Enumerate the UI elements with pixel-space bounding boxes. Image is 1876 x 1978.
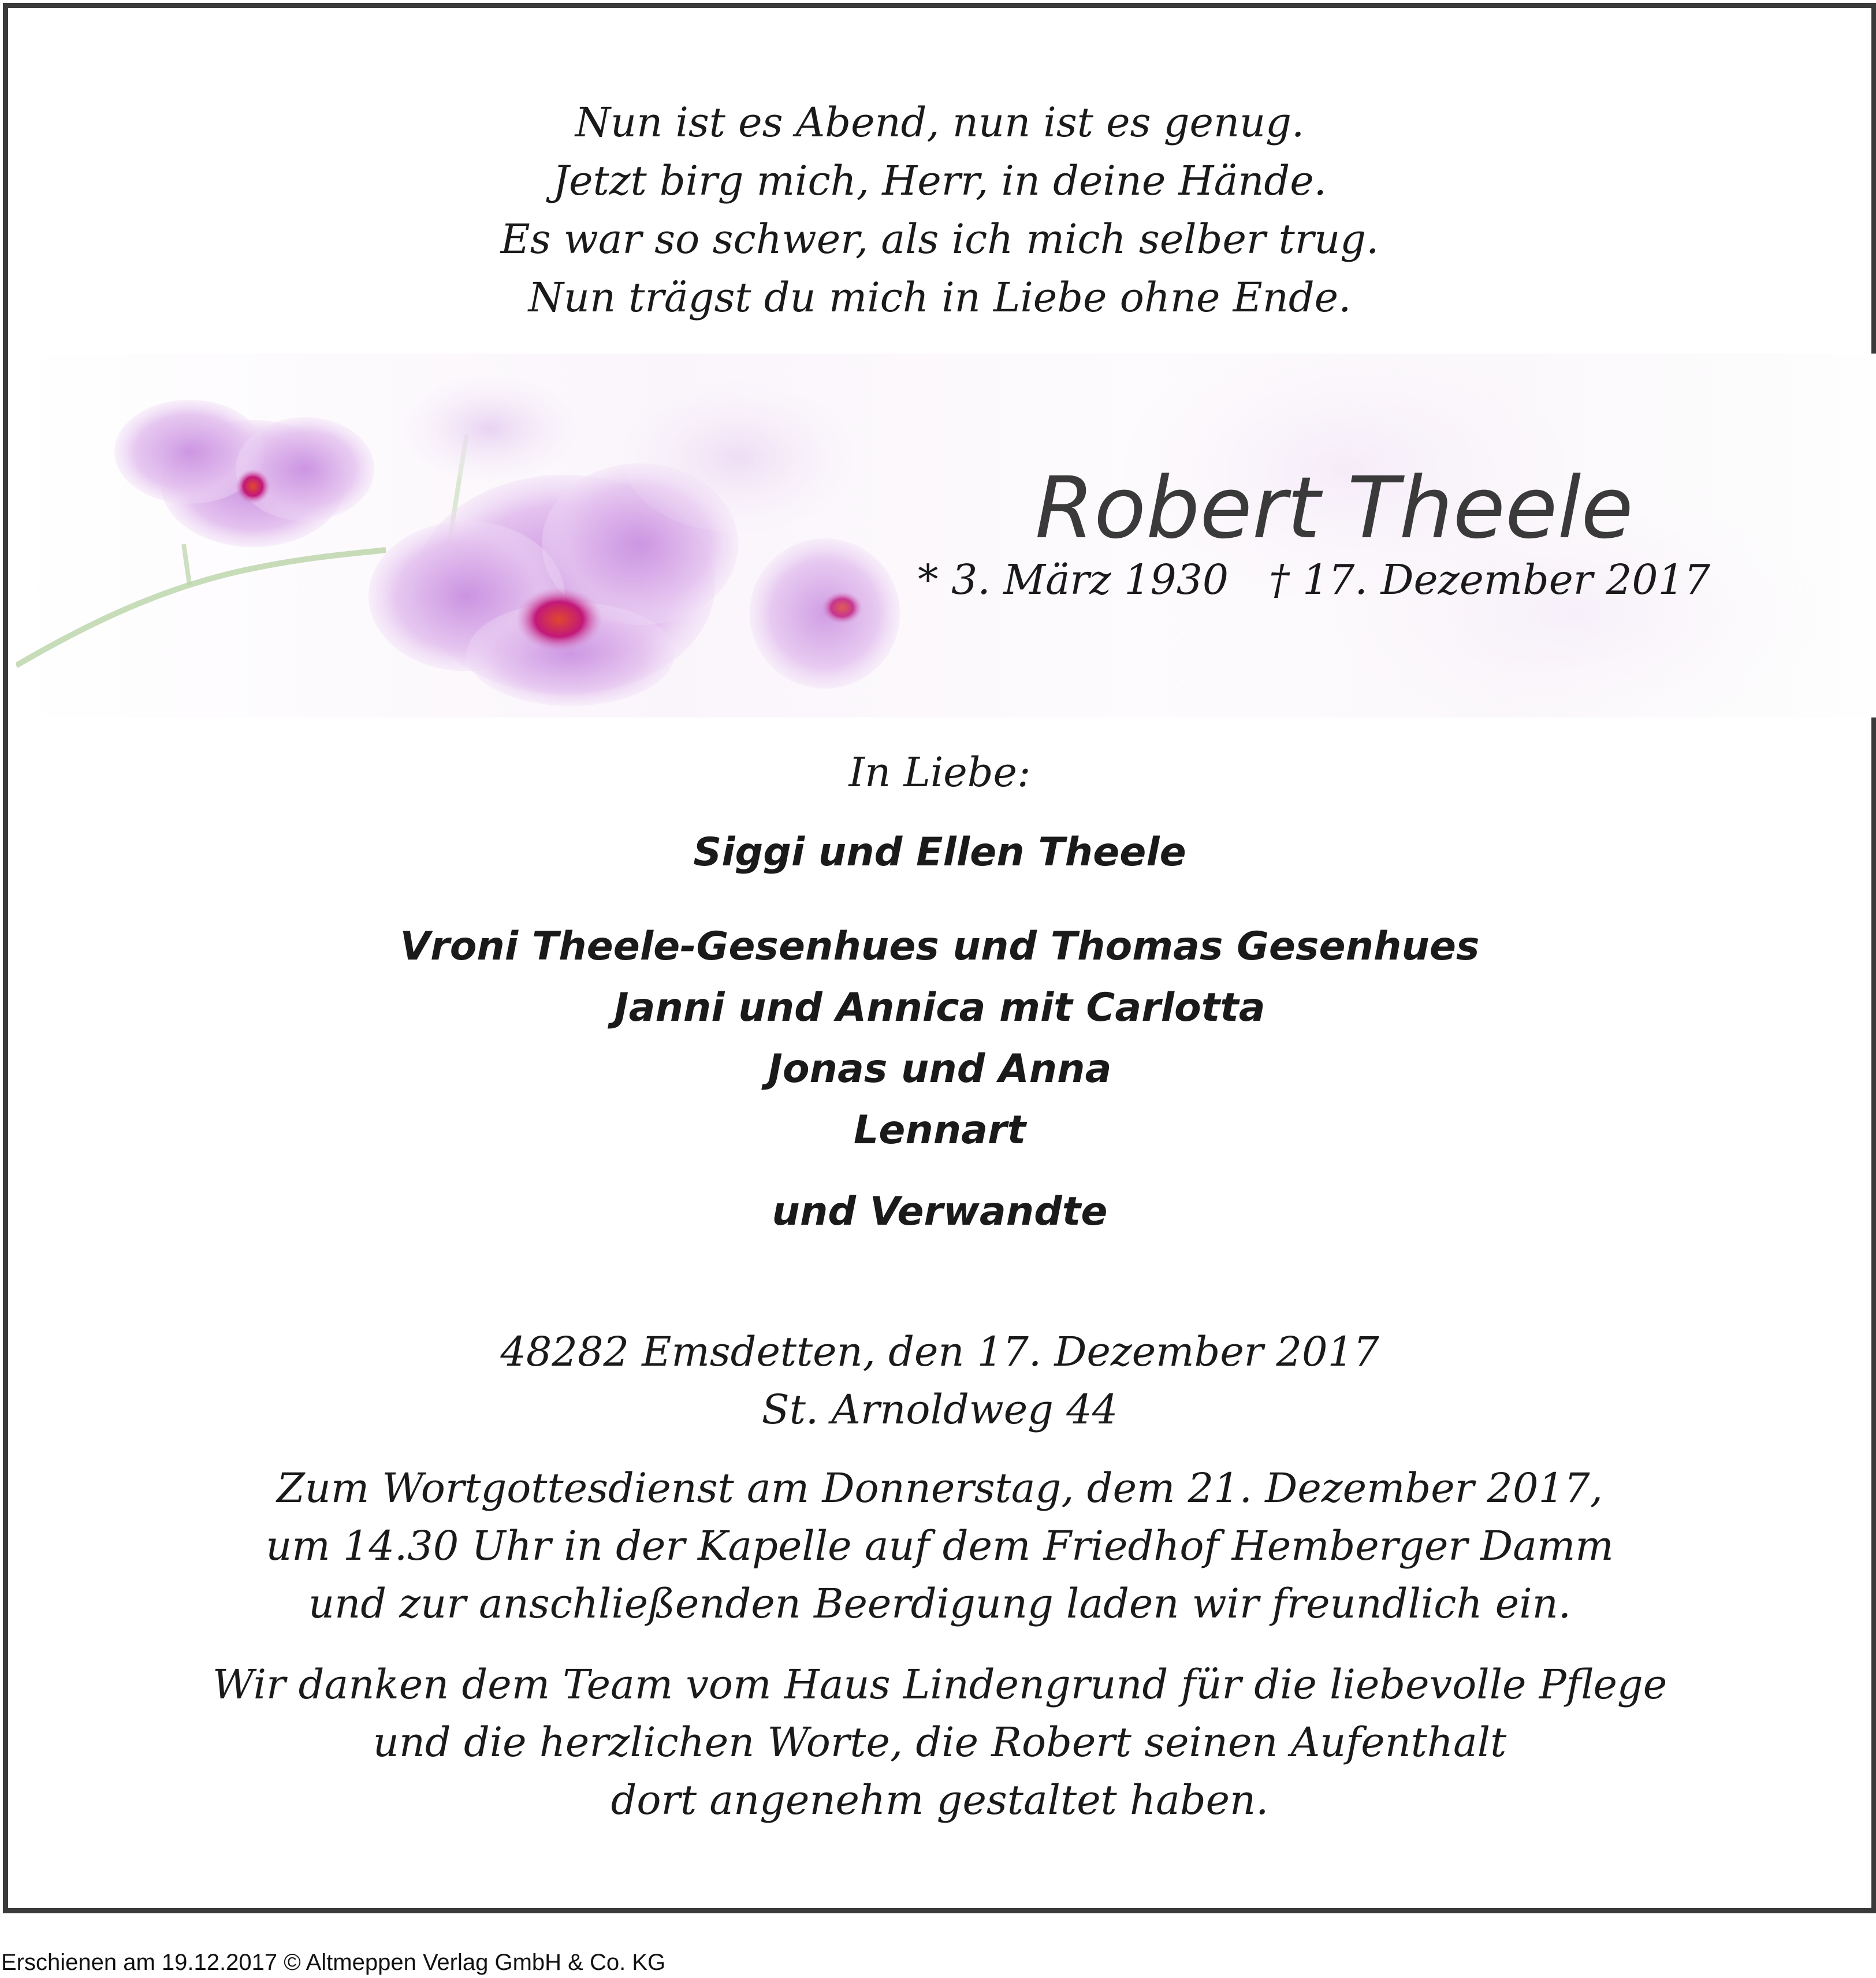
mourner-group	[8, 830, 1871, 875]
mourners-intro: In Liebe:	[848, 749, 1031, 796]
address-line: 48282 Emsdetten, den 17. Dezember 2017	[500, 1328, 1379, 1375]
mourner-line: Jonas und Anna	[768, 1046, 1112, 1092]
address-block	[8, 1323, 1871, 1438]
thanks-line: dort angenehm gestaltet haben.	[611, 1776, 1269, 1824]
service-line: um 14.30 Uhr in der Kapelle auf dem Friedhof Hemberger Damm	[266, 1522, 1614, 1570]
thanks-line: Wir danken dem Team vom Haus Lindengrund für die liebevolle Pflege	[212, 1661, 1667, 1708]
mourner-line: Janni und Annica mit Carlotta	[614, 985, 1265, 1031]
death-date: † 17. Dezember 2017	[1269, 556, 1710, 604]
mourner-group	[8, 1189, 1871, 1235]
thanks-text	[8, 1656, 1871, 1829]
birth-date: * 3. März 1930	[918, 556, 1229, 604]
poem-line: Es war so schwer, als ich mich selber trug.	[500, 215, 1379, 263]
poem-line: Nun ist es Abend, nun ist es genug.	[575, 99, 1305, 146]
service-line: Zum Wortgottesdienst am Donnerstag, dem 21. Dezember 2017,	[277, 1464, 1603, 1512]
mourner-group	[8, 916, 1871, 1161]
mourner-line: Vroni Theele-Gesenhues und Thomas Gesenhues	[400, 924, 1480, 969]
service-info	[8, 1459, 1871, 1633]
publication-footer: Erschienen am 19.12.2017 © Altmeppen Verlag GmbH & Co. KG	[1, 1950, 666, 1975]
address-line: St. Arnoldweg 44	[761, 1386, 1118, 1433]
service-line: und zur anschließenden Beerdigung laden wir freundlich ein.	[308, 1580, 1571, 1627]
deceased-name: Robert Theele	[1035, 459, 1633, 557]
mourner-line: Siggi und Ellen Theele	[693, 830, 1186, 875]
mourner-line: und Verwandte	[772, 1189, 1108, 1235]
mourner-line: Lennart	[853, 1107, 1026, 1153]
poem-line: Nun trägst du mich in Liebe ohne Ende.	[528, 274, 1352, 321]
thanks-line: und die herzlichen Worte, die Robert seinen Aufenthalt	[373, 1719, 1507, 1766]
life-dates	[918, 556, 1710, 604]
poem-line: Jetzt birg mich, Herr, in deine Hände.	[553, 157, 1327, 205]
poem	[8, 94, 1871, 327]
notice-frame	[3, 3, 1876, 1913]
